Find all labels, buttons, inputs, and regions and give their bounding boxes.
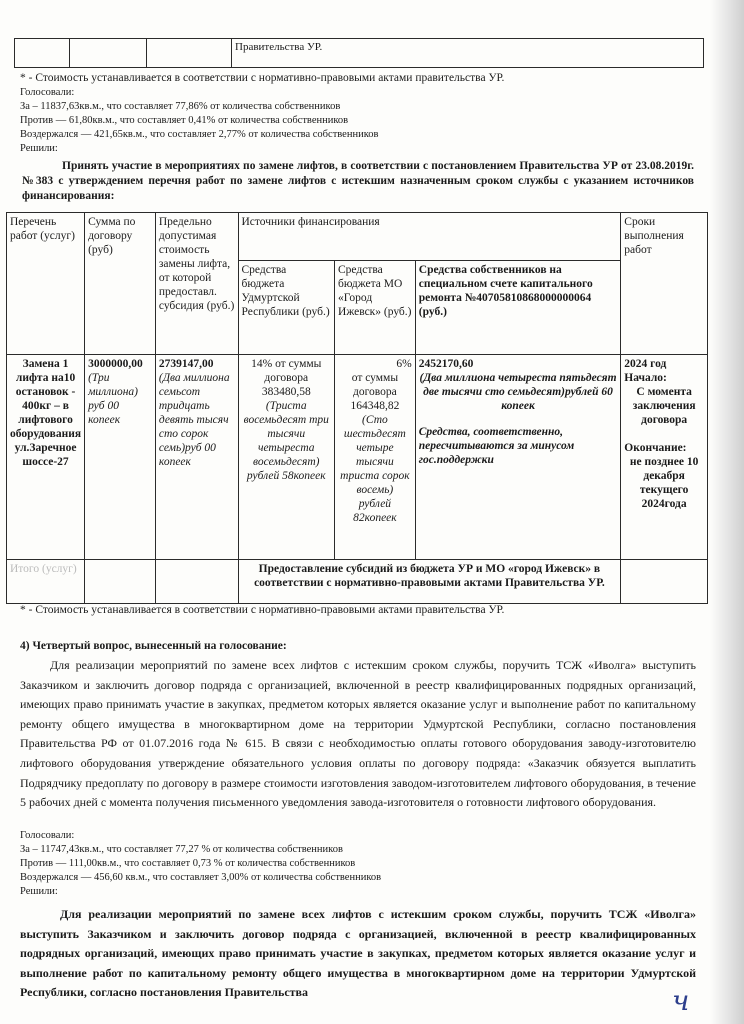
row-mo-tail: рублей 82копеек [353,498,397,524]
row-owners [415,355,621,560]
q4-text: Для реализации мероприятий по замене всех лифтов с истекшим сроком службы, поручить ТСЖ «Иволга» выступить Заказчиком и заключить договор подряда с организацией, включенной в реестр квалифицированных подрядных организаций, имеющих право принимать участие в закупках, предметом которых является оказание услуг и выполнение работ по капитальному ремонту общего имущества в многоквартирном доме на территории Удмуртской Республики, согласно постановления Правительства РФ от 01.07.2016 года № 615. В связи с необходимостью оплаты готового оборудования заводу-изготовителю лифтового оборудования утверждение обязательного условия оплаты по договору подряда: «Заказчик обязуется выплатить Подрядчику предоплату по договору в размере стоимости изготовления заводом-изготовителем лифтового оборудования, в течение 5 рабочих дней с момента получения письменного уведомления завода-изготовителя о готовности лифтового оборудования. [20,658,696,810]
row-terms-start: Начало: [624,372,667,384]
vote1-reshili: Решили: [20,143,58,154]
vote2-vozd: Воздержался — 456,60 кв.м., что составляет 3,00% от количества собственников [20,872,382,883]
header-ur-budget: Средства бюджета Удмуртской Республики (руб.) [238,261,335,355]
vote2-reshili: Решили: [20,886,58,897]
handwritten-signature: ч [672,984,690,1017]
header-sources: Источники финансирования [238,213,621,261]
row-terms-year: 2024 год [624,358,667,370]
row-sum-words: (Три миллиона) руб 00 копеек [88,372,138,426]
header-terms: Сроки выполнения работ [621,213,708,355]
header-sum: Сумма по договору (руб) [85,213,156,355]
q4-title: 4) Четвертый вопрос, вынесенный на голосование: [20,640,287,652]
row-max [155,355,238,560]
row-ur-pct: 14% от суммы договора [251,358,322,384]
footer-list: Итого (услуг) [7,560,85,604]
row-owners-note: Средства, соответственно, пересчитываются за минусом гос.поддержки [418,426,575,466]
header-max-cost: Предельно допустимая стоимость замены лифта, от которой предоставл. субсидия (руб.) [155,213,238,355]
vote1-za: За – 11837,63кв.м., что составляет 77,86% от количества собственников [20,101,341,112]
page-edge-shadow [710,0,744,1024]
row-ur-tail: рублей 58копеек [246,470,326,482]
row-sum-value: 3000000,00 [88,358,143,370]
row-mo-pct2: от суммы договора [351,372,399,398]
row-mo [335,355,416,560]
footer-empty-2 [155,560,238,604]
header-mo-budget: Средства бюджета МО «Город Ижевск» (руб.) [335,261,416,355]
footer-empty-3 [621,560,708,604]
row-mo-pct: 6% [396,358,412,370]
row-terms [621,355,708,560]
footer-subsidy: Предоставление субсидий из бюджета УР и МО «город Ижевск» в соответствии с нормативно-правовыми актами Правительства УР. [238,560,621,604]
top-cell-1 [15,39,70,68]
vote1-vozd: Воздержался — 421,65кв.м., что составляет 2,77% от количества собственников [20,129,379,140]
row-mo-value: 164348,82 [350,400,400,412]
row-sum [85,355,156,560]
header-list: Перечень работ (услуг) [7,213,85,355]
row-max-value: 2739147,00 [158,358,214,370]
row-ur-value: 383480,58 [261,386,311,398]
top-cell-3 [147,39,232,68]
vote2-za: За – 11747,43кв.м., что составляет 77,27 % от количества собственников [20,844,343,855]
decision-1: Принять участие в мероприятиях по замене лифтов, в соответствии с постановлением Правительства УР от 23.08.2019г.№383 с утверждением перечня работ по замене лифтов с истекшим назначенным сроком службы с указанием источников финансирования: [22,160,694,202]
row-max-words: (Два миллиона семьсот тридцать девять тысяч сто сорок семь)руб 00 копеек [158,372,230,468]
vote2-protiv: Против — 111,00кв.м., что составляет 0,73 % от количества собственников [20,858,356,869]
header-owners: Средства собственников на специальном счете капитального ремонта №40705810868000000064 (руб.) [415,261,621,355]
row-terms-end2: не позднее 10 декабря текущего 2024года [629,456,699,510]
footer-empty-1 [85,560,156,604]
top-table-fragment [14,38,704,68]
vote1-protiv: Против — 61,80кв.м., что составляет 0,41% от количества собственников [20,115,349,126]
row-ur [238,355,335,560]
vote2-title: Голосовали: [20,830,75,841]
row-terms-start2: С момента заключения договора [632,386,696,426]
decision-2: Для реализации мероприятий по замене всех лифтов с истекшим сроком службы, поручить ТСЖ «Иволга» выступить Заказчиком и заключить договор подряда с организацией, включенной в реестр квалифицированных подрядных организаций, имеющих право принимать участие в закупках, предметом которых является оказание услуг и выполнение работ по капитальному ремонту общего имущества в многоквартирном доме на территории Удмуртской Республики, согласно постановления Правительства [20,907,696,1000]
row-owners-value: 2452170,60 [418,358,474,370]
note-2: * - Стоимость устанавливается в соответствии с нормативно-правовыми актами правительства УР. [20,604,505,616]
top-cell-2 [70,39,147,68]
financing-table [6,212,708,604]
row-ur-words: (Триста восемьдесят три тысячи четыреста восемьдесят) [243,400,329,468]
vote1-title: Голосовали: [20,87,75,98]
row-mo-words: (Сто шестьдесят четыре тысячи триста сорок восемь) [340,414,410,496]
row-terms-end: Окончание: [624,442,687,454]
row-list: Замена 1 лифта на10 остановок - 400кг – в лифтового оборудования ул.Заречное шоссе-27 [7,355,85,560]
note-1: * - Стоимость устанавливается в соответствии с нормативно-правовыми актами правительства УР. [20,72,505,84]
row-owners-words: (Два миллиона четыреста пятьдесят две тысячи сто семьдесят)рублей 60 копеек [419,372,617,412]
top-cell-text: Правительства УР. [232,39,704,68]
